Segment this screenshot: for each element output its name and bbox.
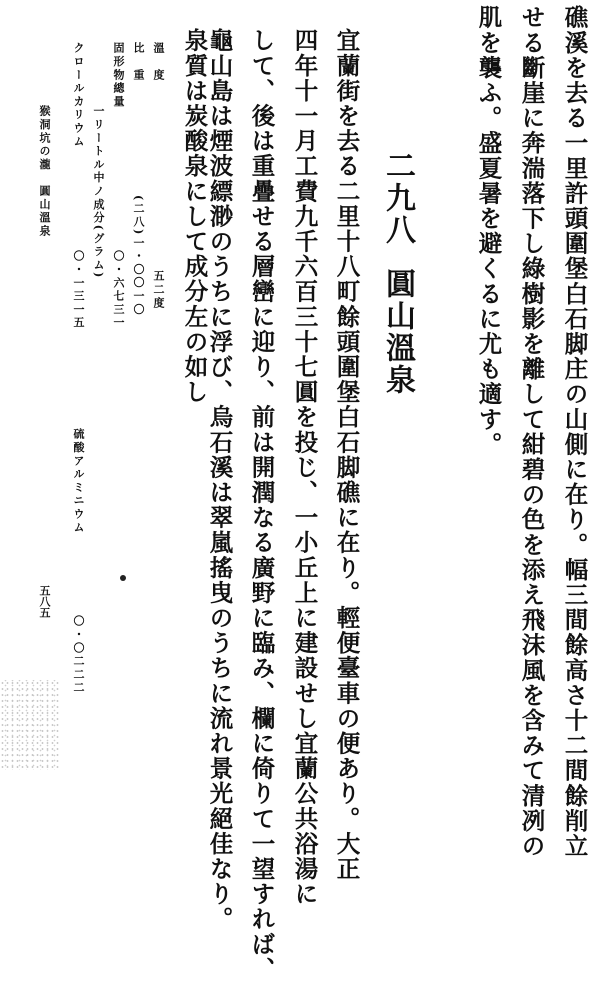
- analysis-label-per-liter: 一リートル中ノ成分(グラム): [92, 105, 105, 280]
- ink-dot: [120, 575, 126, 581]
- analysis-label-potassium-chloride: クロールカリウム: [72, 42, 85, 149]
- body-line-1: 宜蘭街を去る二里十八町餘頭圍堡白石脚礁に在り。輕便臺車の便あり。大正: [332, 28, 361, 882]
- heading-title: 圓山溫泉: [380, 268, 415, 396]
- analysis-label-gravity: 比 重: [132, 42, 145, 82]
- intro-line-1: 礁溪を去る一里許頭圍堡白石脚庄の山側に在り。幅三間餘高さ十二間餘削立: [560, 5, 589, 859]
- page-number: 五八五: [38, 585, 51, 618]
- body-line-4: 龜山島は煙波縹渺のうちに浮び、烏石溪は翠嵐搖曳のうちに流れ景光絕佳なり。: [205, 28, 234, 932]
- analysis-value-potassium-chloride: 〇・一三一五: [72, 250, 85, 330]
- analysis-value-gravity: (二八)一・〇〇一〇: [132, 195, 145, 317]
- analysis-value-solids: 〇・六七三一: [112, 250, 125, 330]
- body-line-2: 四年十一月工費九千六百三十七圓を投じ、一小丘上に建設せし宜蘭公共浴湯に: [290, 28, 319, 907]
- analysis-aluminum-sulfate: 硫酸アルミニウム: [72, 428, 85, 535]
- heading-number: 二九八: [380, 150, 415, 246]
- paper-noise: [0, 680, 60, 770]
- body-line-3: して、後は重疊せる層巒に迎り、前は開潤なる廣野に臨み、欄に倚りて一望すれば、: [247, 28, 276, 982]
- analysis-label-temperature: 溫 度: [152, 42, 165, 82]
- caption-waterfall: 猴洞坑の瀧 圓山溫泉: [38, 105, 51, 238]
- intro-line-3: 肌を襲ふ。盛夏暑を避くるに尤も適す。: [474, 5, 503, 457]
- intro-line-2: せる斷崖に奔湍落下し綠樹影を離して紺碧の色を添え飛沫風を含みて清冽の: [517, 5, 546, 859]
- analysis-label-solids: 固形物總量: [112, 42, 125, 109]
- analysis-aluminum-sulfate-value: 〇・〇二二二: [72, 615, 85, 695]
- analysis-value-temperature: 五二度: [152, 270, 165, 310]
- body-line-5: 泉質は炭酸泉にして成分左の如し: [180, 28, 209, 405]
